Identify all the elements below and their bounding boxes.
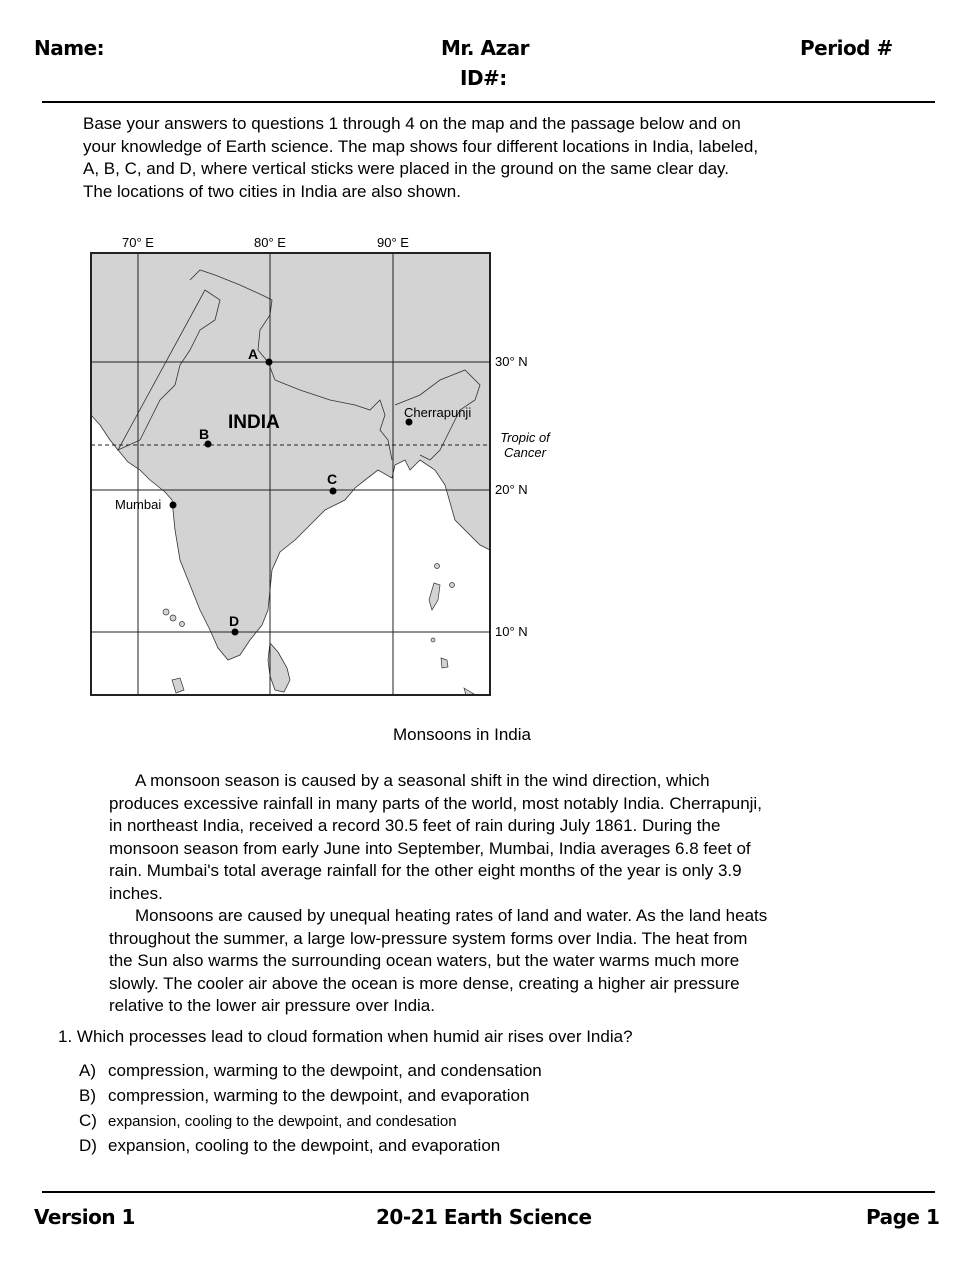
passage-line: produces excessive rainfall in many parts of the world, most notably India. Cherrapunji, xyxy=(109,793,762,813)
passage-line: in northeast India, received a record 30.5 feet of rain during July 1861. During the xyxy=(109,816,721,835)
intro-line: A, B, C, and D, where vertical sticks were placed in the ground on the same clear day. xyxy=(83,159,729,178)
lat-label-10: 10° N xyxy=(495,624,528,639)
point-a-marker xyxy=(266,359,273,366)
point-a-label: A xyxy=(248,346,259,362)
lon-label-70: 70° E xyxy=(122,235,154,250)
india-map xyxy=(80,228,570,708)
cherrapunji-label: Cherrapunji xyxy=(404,405,472,420)
passage-body xyxy=(109,770,767,1018)
footer-divider xyxy=(42,1191,935,1193)
option-text: expansion, cooling to the dewpoint, and condesation xyxy=(108,1113,457,1130)
option-letter: A) xyxy=(79,1061,96,1080)
lon-label-80: 80° E xyxy=(254,235,286,250)
mumbai-marker xyxy=(170,502,177,509)
option-c[interactable] xyxy=(79,1111,457,1131)
question-number: 1. xyxy=(58,1027,73,1046)
option-letter: B) xyxy=(79,1086,96,1105)
option-letter: D) xyxy=(79,1136,97,1155)
country-label: INDIA xyxy=(228,412,280,433)
id-label: ID#: xyxy=(460,66,507,90)
passage-line: A monsoon season is caused by a seasonal shift in the wind direction, which xyxy=(135,771,710,790)
lat-label-30: 30° N xyxy=(495,354,528,369)
point-b-label: B xyxy=(199,426,210,442)
lon-label-90: 90° E xyxy=(377,235,409,250)
mumbai-label: Mumbai xyxy=(115,497,162,512)
question-text: Which processes lead to cloud formation when humid air rises over India? xyxy=(76,1027,633,1046)
name-label: Name: xyxy=(34,36,105,60)
intro-line: The locations of two cities in India are also shown. xyxy=(83,181,461,201)
passage-line: monsoon season from early June into September, Mumbai, India averages 6.8 feet of xyxy=(109,838,751,858)
passage-line: slowly. The cooler air above the ocean is more dense, creating a higher air pressure xyxy=(109,973,740,993)
footer-course: 20-21 Earth Science xyxy=(376,1205,592,1229)
period-label: Period # xyxy=(800,36,893,60)
passage-title: Monsoons in India xyxy=(393,725,531,744)
option-text: compression, warming to the dewpoint, and condensation xyxy=(108,1061,542,1080)
passage-line: relative to the lower air pressure over India. xyxy=(109,996,435,1015)
point-d-label: D xyxy=(229,613,240,629)
point-c-label: C xyxy=(327,471,338,487)
intro-paragraph xyxy=(83,113,758,203)
footer-version: Version 1 xyxy=(34,1205,135,1229)
footer-page: Page 1 xyxy=(866,1205,940,1229)
tropic-label-line2: Cancer xyxy=(504,445,546,460)
point-d-marker xyxy=(232,629,239,636)
question-1 xyxy=(58,1027,633,1047)
point-c-marker xyxy=(330,488,337,495)
option-text: compression, warming to the dewpoint, and evaporation xyxy=(108,1086,530,1105)
tropic-label-line1: Tropic of xyxy=(500,430,550,445)
header-divider xyxy=(42,101,935,103)
option-a[interactable] xyxy=(79,1061,542,1081)
option-d[interactable] xyxy=(79,1136,500,1156)
option-letter: C) xyxy=(79,1111,97,1130)
lat-label-20: 20° N xyxy=(495,482,528,497)
intro-line: your knowledge of Earth science. The map shows four different locations in India, labeled, xyxy=(83,136,759,156)
passage-line: throughout the summer, a large low-pressure system forms over India. The heat from xyxy=(109,928,748,948)
teacher-name: Mr. Azar xyxy=(441,36,529,60)
intro-line: Base your answers to questions 1 through 4 on the map and the passage below and on xyxy=(83,114,741,133)
option-text: expansion, cooling to the dewpoint, and evaporation xyxy=(108,1136,501,1155)
passage-line: the Sun also warms the surrounding ocean waters, but the water warms much more xyxy=(109,951,740,970)
passage-line: inches. xyxy=(109,883,163,903)
option-b[interactable] xyxy=(79,1086,529,1106)
passage-line: Monsoons are caused by unequal heating rates of land and water. As the land heats xyxy=(135,906,768,925)
passage-line: rain. Mumbai's total average rainfall for the other eight months of the year is only 3.9 xyxy=(109,861,742,880)
